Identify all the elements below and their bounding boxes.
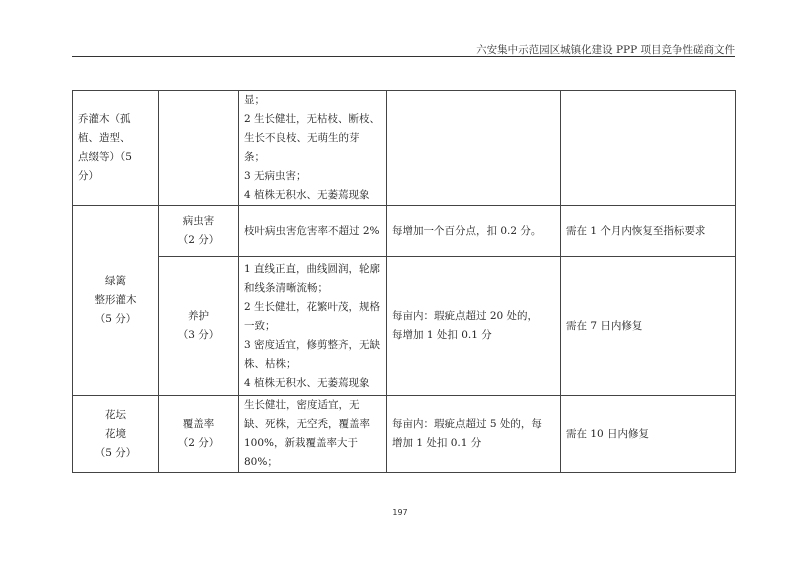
text-line: 每增加 1 处扣 0.1 分 (392, 329, 492, 341)
text-line: 显； (244, 94, 265, 106)
table-row (73, 91, 736, 206)
item-cell (159, 206, 239, 257)
text-line: 枝叶病虫害危害率不超过 2% (244, 224, 380, 237)
requirement-cell (561, 91, 736, 206)
text-line: 每亩内：瑕疵点超过 5 处的，每 (392, 418, 542, 430)
table-row (73, 257, 736, 396)
header-rule (72, 56, 735, 57)
text-line: 和线条清晰流畅； (244, 281, 328, 294)
text-line: 点缀等）（5 (78, 151, 132, 163)
text-line: 养护 (188, 310, 209, 322)
text-line: 株、枯株； (244, 357, 297, 370)
text-line: （3 分） (177, 329, 220, 341)
text-line: 一致； (244, 319, 276, 332)
text-line: 每亩内：瑕疵点超过 20 处的， (392, 310, 539, 322)
text-line: 缺、死株，无空秃，覆盖率 (244, 418, 370, 430)
requirement-cell: 需在 7 日内修复 (561, 257, 736, 396)
standard-cell (239, 257, 387, 396)
text-line: 2 生长健壮，无枯枝、断枝、 (244, 113, 381, 125)
standard-cell (239, 206, 387, 257)
category-cell (73, 91, 159, 206)
text-line: 生长不良枝、无萌生的芽 (244, 132, 360, 144)
text-line: 分） (78, 170, 99, 182)
text-line: 乔灌木（孤 (78, 113, 131, 125)
deduction-cell (387, 257, 561, 396)
text-line: 覆盖率 (182, 418, 215, 430)
table-row (73, 396, 736, 473)
item-cell (159, 396, 239, 473)
text-line: 每增加一个百分点，扣 0.2 分。 (392, 224, 542, 237)
text-line: 增加 1 处扣 0.1 分 (392, 437, 482, 449)
text-line: 花境 (105, 427, 126, 440)
category-cell (73, 396, 159, 473)
category-cell (73, 206, 159, 396)
text-line: 花坛 (105, 408, 126, 421)
standard-cell (239, 91, 387, 206)
deduction-cell (387, 396, 561, 473)
requirement-cell: 需在 10 日内修复 (561, 396, 736, 473)
text-line: 条； (244, 151, 265, 163)
page-number: 197 (392, 508, 408, 517)
text-line: 3 无病虫害； (244, 170, 307, 182)
text-line: 3 密度适宜，修剪整齐，无缺 (244, 338, 381, 351)
text-line: 整形灌木 (94, 294, 137, 306)
text-line: 绿篱 (105, 275, 126, 287)
text-line: （5 分） (94, 313, 137, 325)
item-cell (159, 257, 239, 396)
assessment-table (72, 90, 736, 473)
text-line: （5 分） (94, 446, 137, 459)
text-line: 生长健壮，密度适宜，无 (244, 399, 360, 411)
text-line: （2 分） (177, 234, 220, 246)
standard-cell (239, 396, 387, 473)
text-line: 1 直线正直，曲线圆润，轮廓 (244, 262, 381, 275)
text-line: 100%，新栽覆盖率大于 80%； (244, 437, 359, 468)
table-row (73, 206, 736, 257)
text-line: 植、造型、 (78, 132, 131, 144)
item-cell (159, 91, 239, 206)
text-line: 4 植株无积水、无萎蔫现象 (244, 376, 370, 389)
text-line: 2 生长健壮，花繁叶茂，规格 (244, 300, 381, 313)
deduction-cell (387, 206, 561, 257)
text-line: 4 植株无积水、无萎蔫现象 (244, 189, 370, 201)
text-line: 病虫害 (182, 215, 215, 227)
text-line: （2 分） (177, 437, 220, 449)
deduction-cell (387, 91, 561, 206)
page-header: 六安集中示范园区城镇化建设 PPP 项目竞争性磋商文件 (476, 44, 735, 56)
requirement-cell: 需在 1 个月内恢复至指标要求 (561, 206, 736, 257)
